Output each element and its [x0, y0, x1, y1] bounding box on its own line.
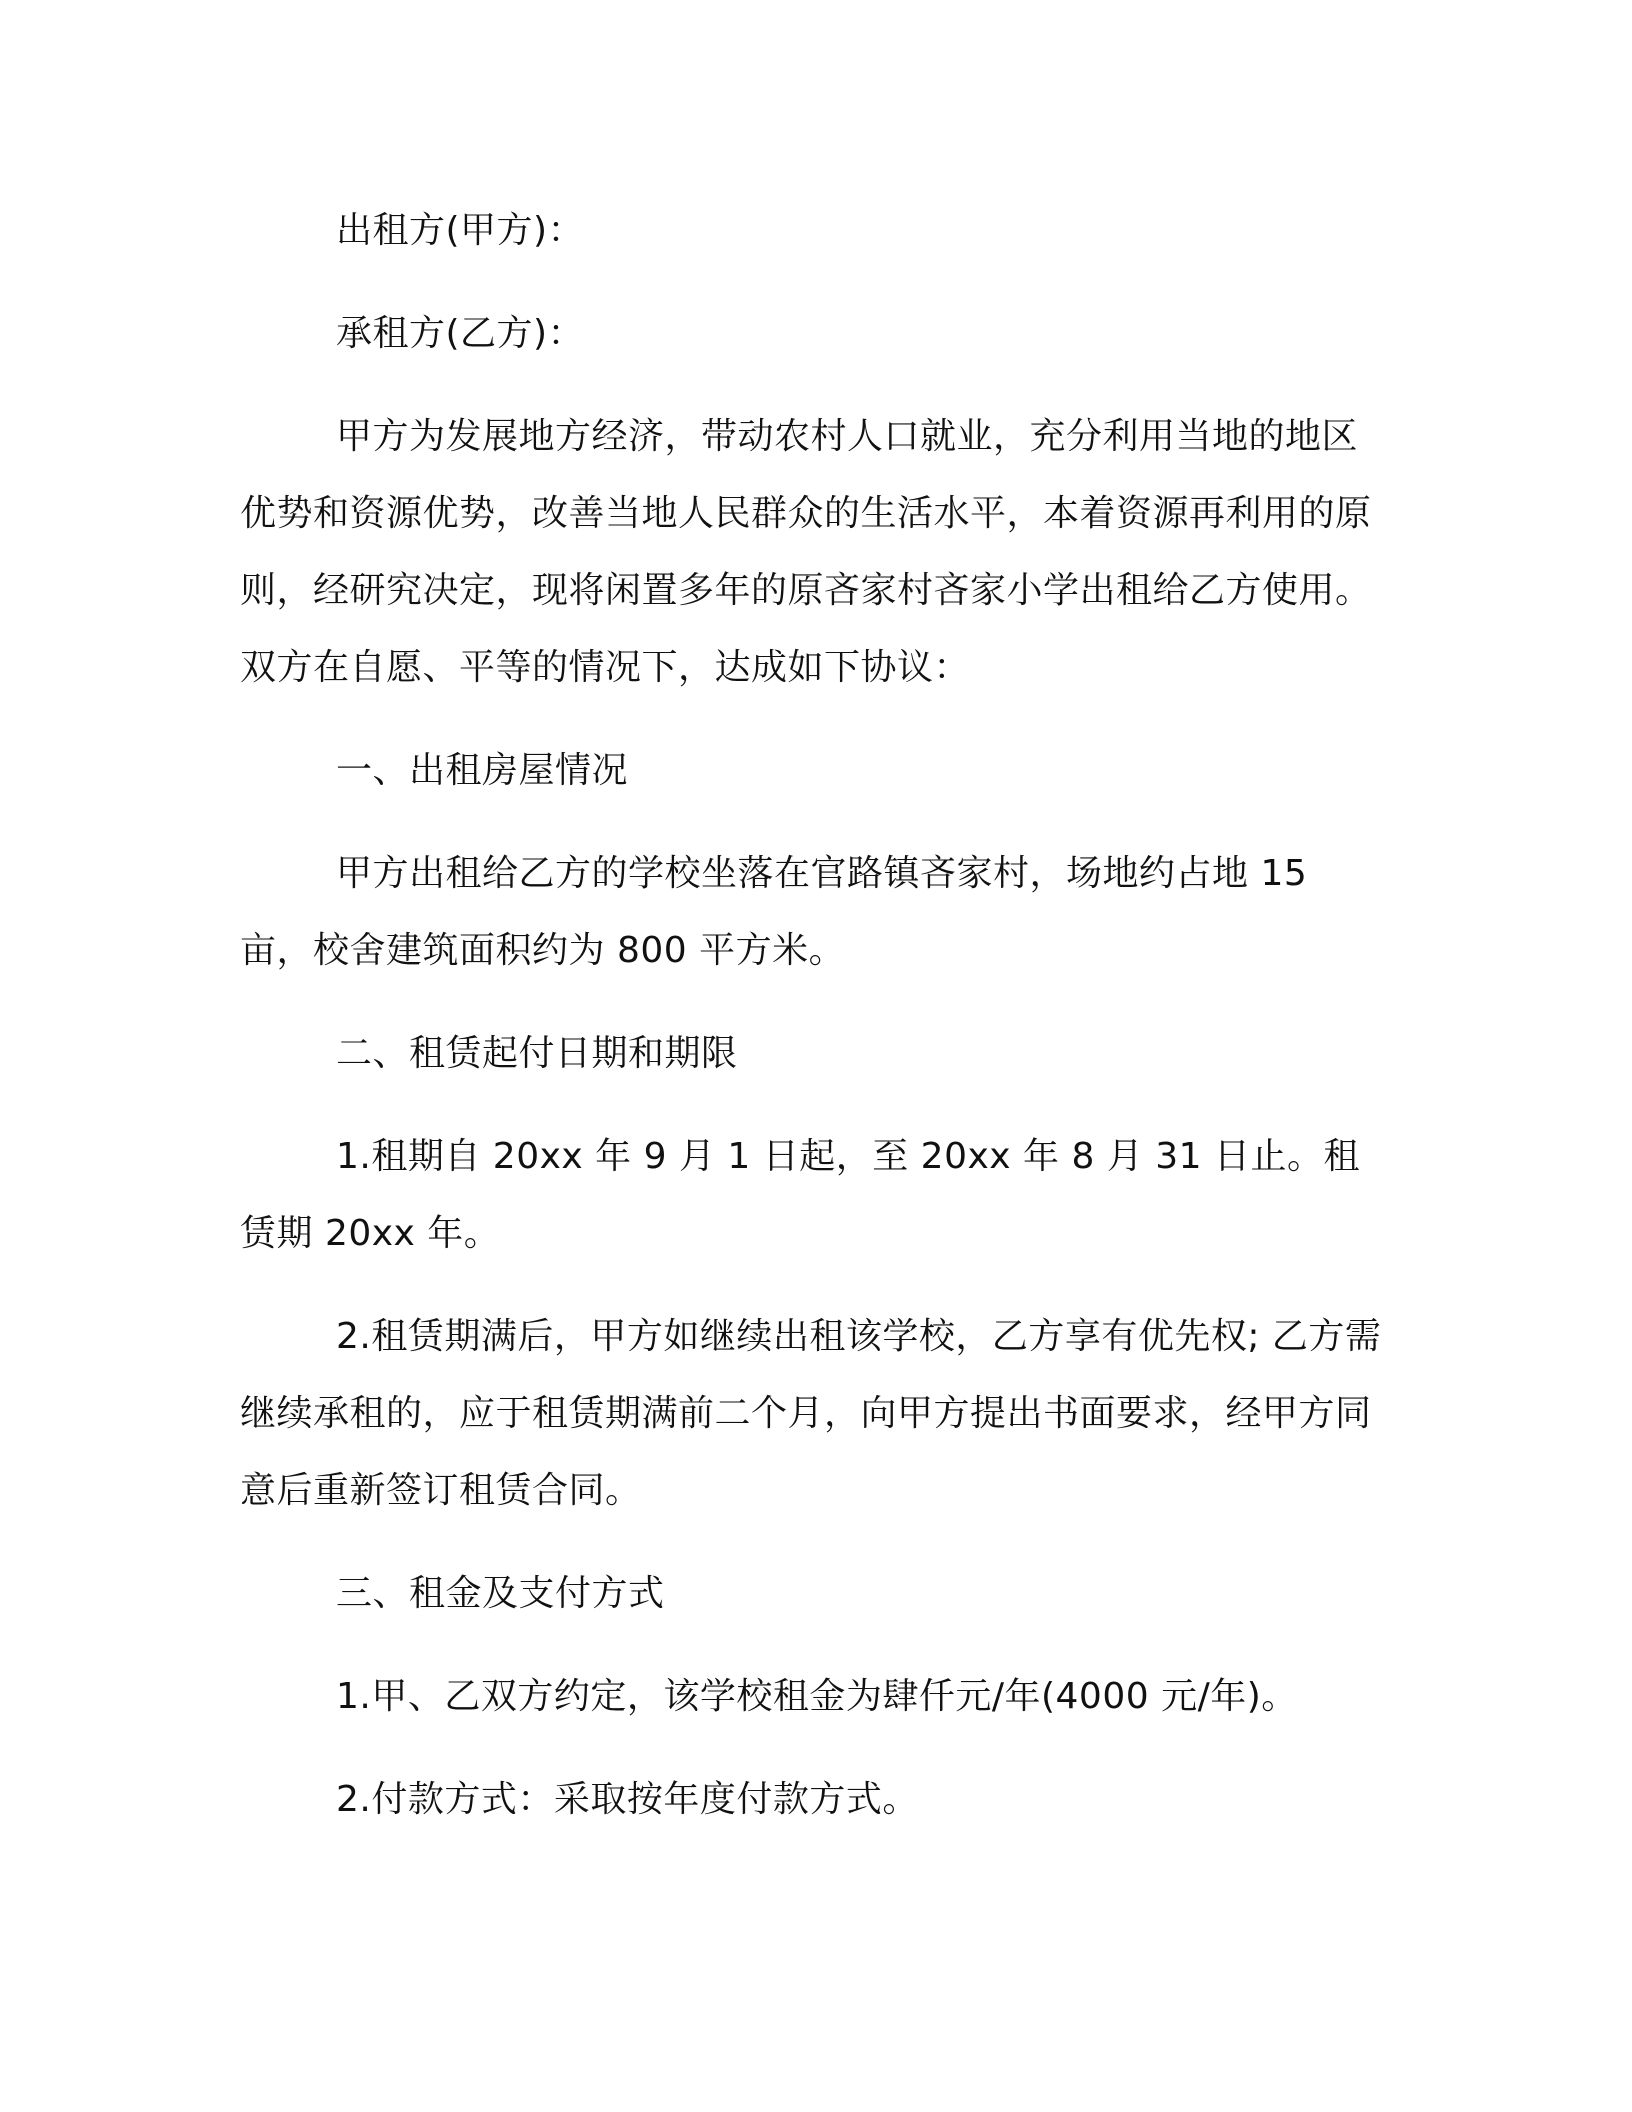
rent-clause-1: 1.甲、乙双方约定，该学校租金为肆仟元/年(4000 元/年)。: [336, 1676, 1298, 1717]
preamble-paragraph: 甲方为发展地方经济，带动农村人口就业，充分利用当地的地区优势和资源优势，改善当地人民群众的生活水平，本着资源再利用的原则，经研究决定，现将闲置多年的原吝家村吝家小学出租给乙方使用。双方在自愿、平等的情况下，达成如下协议：: [240, 416, 1372, 688]
section-heading-1: 一、出租房屋情况: [336, 750, 629, 791]
term-clause-1: 1.租期自 20xx 年 9 月 1 日起，至 20xx 年 8 月 31 日止。租赁期 20xx 年。: [240, 1136, 1361, 1254]
section-heading-3: 三、租金及支付方式: [336, 1573, 665, 1614]
lessor-line: 出租方(甲方)：: [336, 210, 585, 251]
rent-clause-2: 2.付款方式：采取按年度付款方式。: [336, 1779, 919, 1820]
section-heading-2: 二、租赁起付日期和期限: [336, 1033, 738, 1074]
term-clause-2: 2.租赁期满后，甲方如继续出租该学校，乙方享有优先权; 乙方需继续承租的，应于租赁期满前二个月，向甲方提出书面要求，经甲方同意后重新签订租赁合同。: [240, 1316, 1382, 1511]
property-paragraph: 甲方出租给乙方的学校坐落在官路镇吝家村，场地约占地 15 亩，校舍建筑面积约为 800 平方米。: [240, 853, 1308, 971]
lessee-line: 承租方(乙方)：: [336, 313, 585, 354]
document-body: [240, 192, 1392, 1838]
